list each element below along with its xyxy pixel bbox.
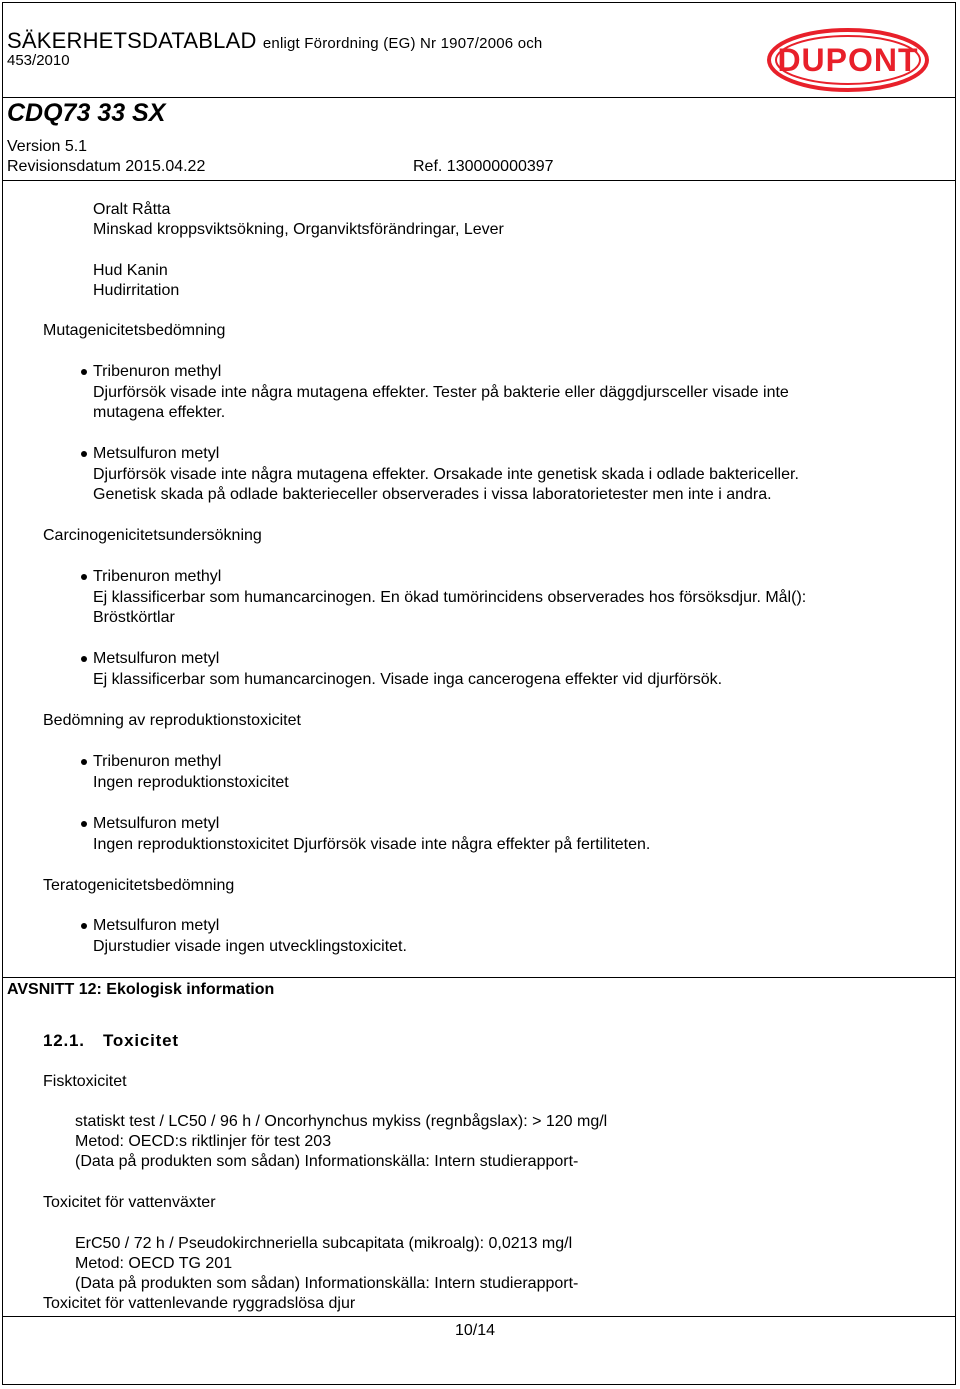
bullet-icon xyxy=(81,369,87,375)
page-number: 10/14 xyxy=(455,1322,496,1339)
repro-text-1: Ingen reproduktionstoxicitet xyxy=(93,774,289,791)
bullet-icon xyxy=(81,923,87,929)
repro-substance-2: Metsulfuron metyl xyxy=(93,815,220,832)
bullet-icon xyxy=(81,821,87,827)
footer-divider xyxy=(2,1316,956,1317)
repro-text-2: Ingen reproduktionstoxicitet Djurförsök visade inte några effekter på fertiliteten. xyxy=(93,836,651,853)
product-name: CDQ73 33 SX xyxy=(7,99,166,127)
fish-method: Metod: OECD:s riktlinjer för test 203 xyxy=(75,1133,332,1150)
oral-effects: Minskad kroppsviktsökning, Organviktsförändringar, Lever xyxy=(93,221,504,238)
subsection-number: 12.1. xyxy=(43,1031,85,1050)
mutagen-text-1a: Djurförsök visade inte några mutagena effekter. Tester på bakterie eller däggdjursceller visade inte xyxy=(93,384,789,401)
subsection-title: Toxicitet xyxy=(103,1031,179,1050)
carcino-text-1b: Bröstkörtlar xyxy=(93,609,175,626)
reference-number: Ref. 130000000397 xyxy=(413,158,554,175)
oral-rat: Oralt Råtta xyxy=(93,201,171,218)
dupont-logo xyxy=(766,27,930,93)
fish-source: (Data på produkten som sådan) Informationskälla: Intern studierapport- xyxy=(75,1153,579,1170)
mutagen-substance-2: Metsulfuron metyl xyxy=(93,445,220,462)
carcino-substance-1: Tribenuron methyl xyxy=(93,568,222,585)
terato-heading: Teratogenicitetsbedömning xyxy=(43,877,235,894)
plant-result: ErC50 / 72 h / Pseudokirchneriella subcapitata (mikroalg): 0,0213 mg/l xyxy=(75,1235,573,1252)
invertebrate-heading: Toxicitet för vattenlevande ryggradslösa djur xyxy=(43,1295,356,1312)
bullet-icon xyxy=(81,451,87,457)
bullet-icon xyxy=(81,656,87,662)
terato-substance-1: Metsulfuron metyl xyxy=(93,917,220,934)
bullet-icon xyxy=(81,574,87,580)
carcino-heading: Carcinogenicitetsundersökning xyxy=(43,527,262,544)
plant-method: Metod: OECD TG 201 xyxy=(75,1255,233,1272)
repro-substance-1: Tribenuron methyl xyxy=(93,753,222,770)
fish-result: statiskt test / LC50 / 96 h / Oncorhynchus mykiss (regnbågslax): > 120 mg/l xyxy=(75,1113,608,1130)
carcino-text-1a: Ej klassificerbar som humancarcinogen. En ökad tumörincidens observerades hos försöksdjur. Mål(): xyxy=(93,589,807,606)
mutagen-heading: Mutagenicitetsbedömning xyxy=(43,322,226,339)
repro-heading: Bedömning av reproduktionstoxicitet xyxy=(43,712,301,729)
skin-rabbit: Hud Kanin xyxy=(93,262,168,279)
revision-date: Revisionsdatum 2015.04.22 xyxy=(7,158,206,175)
terato-text-1: Djurstudier visade ingen utvecklingstoxicitet. xyxy=(93,938,407,955)
carcino-text-2a: Ej klassificerbar som humancarcinogen. Visade inga cancerogena effekter vid djurförsök. xyxy=(93,671,723,688)
plant-source: (Data på produkten som sådan) Informationskälla: Intern studierapport- xyxy=(75,1275,579,1292)
section-12-title: AVSNITT 12: Ekologisk information xyxy=(7,981,275,998)
logo-text: DUPONT xyxy=(777,42,919,78)
carcino-substance-2: Metsulfuron metyl xyxy=(93,650,220,667)
bullet-icon xyxy=(81,759,87,765)
version: Version 5.1 xyxy=(7,138,88,155)
section-divider xyxy=(2,977,956,978)
mutagen-text-1b: mutagena effekter. xyxy=(93,404,226,421)
regulation-continued: 453/2010 xyxy=(7,52,70,69)
plant-heading: Toxicitet för vattenväxter xyxy=(43,1194,216,1211)
mutagen-text-2b: Genetisk skada på odlade bakterieceller observerades i vissa laboratorietester men inte i andra. xyxy=(93,486,772,503)
header-bottom-divider xyxy=(2,180,956,181)
skin-effect: Hudirritation xyxy=(93,282,180,299)
mutagen-text-2a: Djurförsök visade inte några mutagena effekter. Orsakade inte genetisk skada i odlade baktericeller. xyxy=(93,466,799,483)
mutagen-substance-1: Tribenuron methyl xyxy=(93,363,222,380)
header-divider xyxy=(2,97,956,98)
document-title: SÄKERHETSDATABLAD enligt Förordning (EG) Nr 1907/2006 och xyxy=(7,28,543,53)
fish-heading: Fisktoxicitet xyxy=(43,1073,127,1090)
